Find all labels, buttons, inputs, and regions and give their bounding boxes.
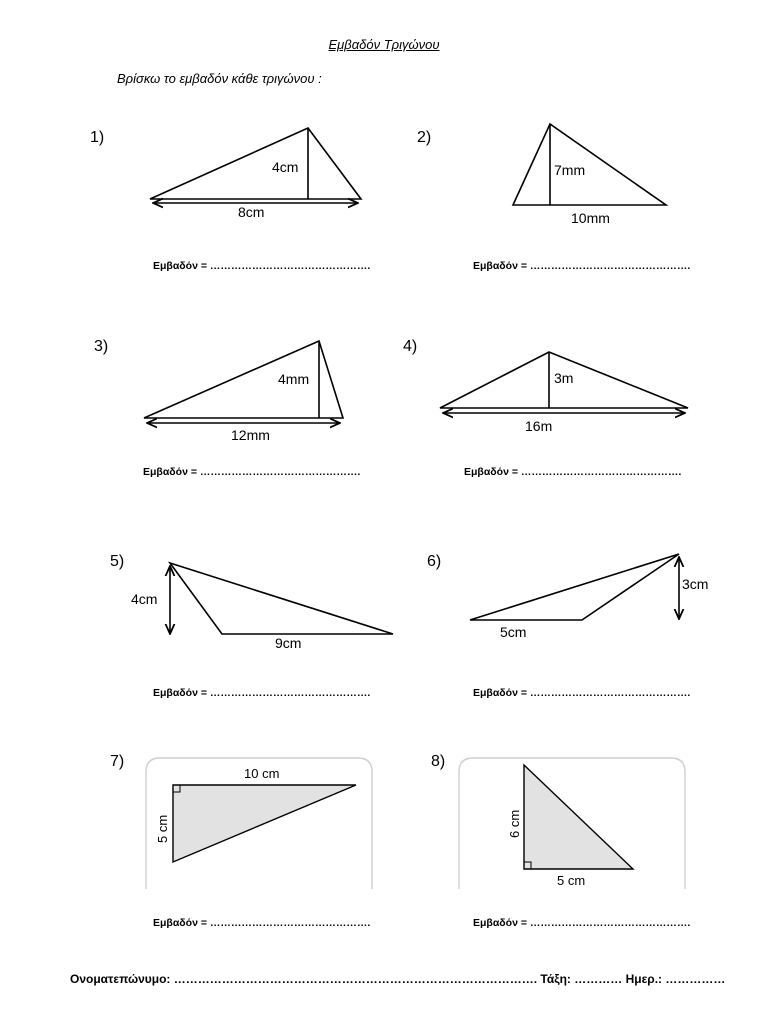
base-label-4: 16m <box>525 418 553 434</box>
triangle-2 <box>513 124 666 205</box>
height-label-2: 7mm <box>554 162 586 178</box>
problem-number-4: 4) <box>403 338 418 355</box>
height-label-6: 3cm <box>682 576 709 592</box>
problem-number-6: 6) <box>427 553 442 570</box>
triangle-1 <box>150 128 361 203</box>
student-info-footer: Ονοματεπώνυμο: ………………………………………………………………………………. Τάξη: ………… Ημερ.: …………… <box>70 972 726 986</box>
area-answer-3: Εμβαδόν = ………………………………………. <box>143 466 361 478</box>
height-label-7: 5 cm <box>155 814 170 843</box>
base-label-1: 8cm <box>238 204 265 220</box>
base-label-6: 5cm <box>500 624 527 640</box>
page-title: Εμβαδόν Τριγώνου <box>328 37 440 52</box>
area-answer-6: Εμβαδόν = ………………………………………. <box>473 687 691 699</box>
problem-number-7: 7) <box>110 753 125 770</box>
triangle-6 <box>470 554 679 620</box>
base-label-7: 10 cm <box>244 766 280 781</box>
base-label-2: 10mm <box>571 210 610 226</box>
problem-number-2: 2) <box>417 129 432 146</box>
problem-number-5: 5) <box>110 553 125 570</box>
problem-number-8: 8) <box>431 753 446 770</box>
area-answer-5: Εμβαδόν = ………………………………………. <box>153 687 371 699</box>
triangle-8 <box>459 758 685 889</box>
problem-number-3: 3) <box>94 338 109 355</box>
height-label-1: 4cm <box>272 159 299 175</box>
base-label-5: 9cm <box>275 635 302 651</box>
area-answer-8: Εμβαδόν = ………………………………………. <box>473 917 691 929</box>
area-answer-2: Εμβαδόν = ………………………………………. <box>473 260 691 272</box>
height-label-5: 4cm <box>131 591 158 607</box>
height-label-3: 4mm <box>278 371 310 387</box>
triangle-5 <box>170 563 393 634</box>
area-answer-1: Εμβαδόν = ………………………………………. <box>153 260 371 272</box>
triangle-3 <box>144 341 343 423</box>
area-answer-4: Εμβαδόν = ………………………………………. <box>464 466 682 478</box>
base-label-3: 12mm <box>231 427 270 443</box>
area-answer-7: Εμβαδόν = ………………………………………. <box>153 917 371 929</box>
height-label-8: 6 cm <box>507 809 522 838</box>
height-label-4: 3m <box>554 370 574 386</box>
problem-number-1: 1) <box>90 129 105 146</box>
instruction-text: Βρίσκω το εμβαδόν κάθε τριγώνου : <box>117 71 322 86</box>
base-label-8: 5 cm <box>557 873 586 888</box>
